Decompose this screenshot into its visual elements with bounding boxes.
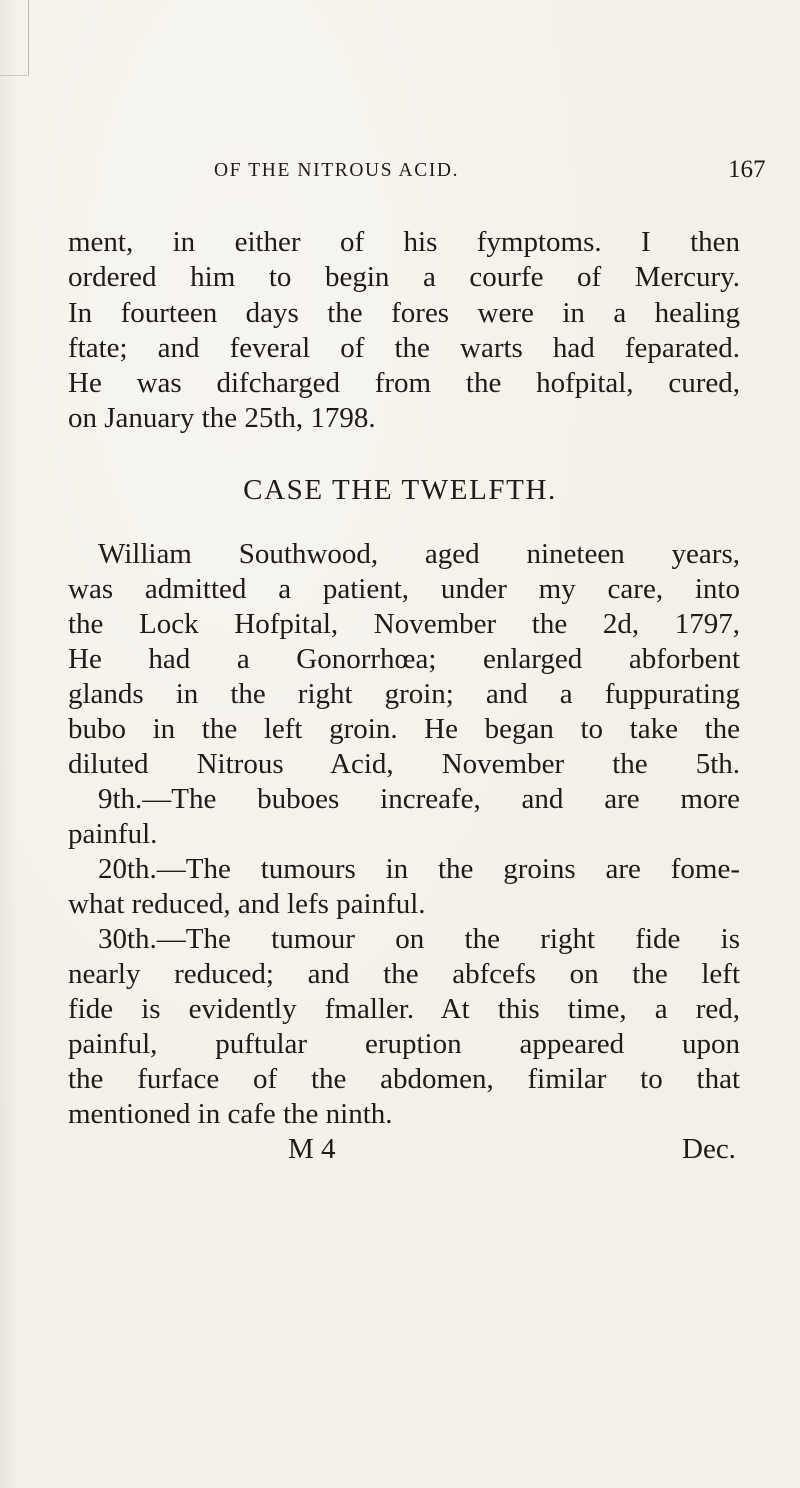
text-line: ordered him to begin a courfe of Mercury. [68,261,740,293]
text-line: He was difcharged from the hofpital, cured, [68,367,740,399]
case-text-line: 30th.—The tumour on the right fide is [98,923,740,955]
page-number: 167 [728,156,766,183]
case-text-line: diluted Nitrous Acid, November the 5th. [68,748,740,780]
case-text-line: mentioned in cafe the ninth. [68,1098,393,1130]
case-text-line: William Southwood, aged nineteen years, [98,538,740,570]
case-text-line: He had a Gonorrhœa; enlarged abforbent [68,643,740,675]
case-text-line: 20th.—The tumours in the groins are fome- [98,853,740,885]
running-head [0,156,800,190]
case-text-line: glands in the right groin; and a fuppurating [68,678,740,710]
case-text-line: bubo in the left groin. He began to take the [68,713,740,745]
case-text-line: was admitted a patient, under my care, into [68,573,740,605]
text-line: on January the 25th, 1798. [68,402,376,434]
text-line: ment, in either of his fymptoms. I then [68,226,740,258]
case-text-line: fide is evidently fmaller. At this time, a red, [68,993,740,1025]
catchword: Dec. [682,1133,736,1165]
case-text-line: the furface of the abdomen, fimilar to that [68,1063,740,1095]
case-text-line: the Lock Hofpital, November the 2d, 1797, [68,608,740,640]
running-title: OF THE NITROUS ACID. [214,160,460,181]
signature-mark: M 4 [288,1133,336,1165]
gutter-edge [0,0,29,76]
case-text-line: painful. [68,818,158,850]
case-text-line: nearly reduced; and the abfcefs on the left [68,958,740,990]
case-text-line: painful, puftular eruption appeared upon [68,1028,740,1060]
case-heading: CASE THE TWELFTH. [243,474,557,506]
case-text-line: what reduced, and lefs painful. [68,888,426,920]
text-line: ftate; and feveral of the warts had feparated. [68,332,740,364]
text-line: In fourteen days the fores were in a healing [68,297,740,329]
case-text-line: 9th.—The buboes increafe, and are more [98,783,740,815]
